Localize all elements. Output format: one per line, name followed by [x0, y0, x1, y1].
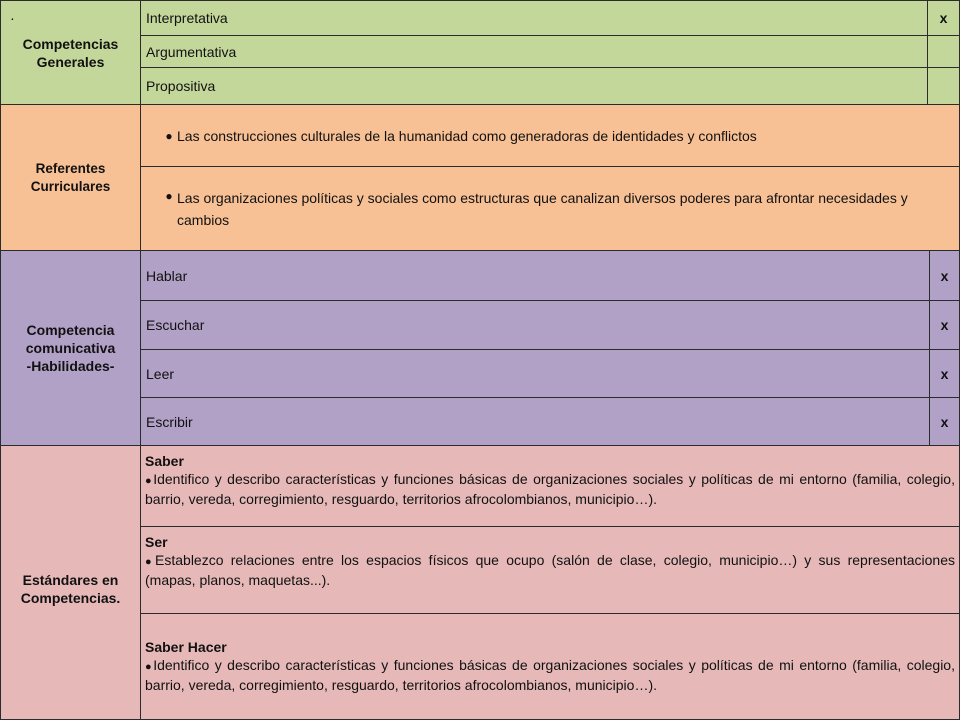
item-propositiva: Propositiva [146, 78, 216, 94]
check-mark-cell [927, 35, 960, 68]
standard-text: Establezco relaciones entre los espacios físicos que ocupo (salón de clase, colegio, municipio…) y sus representaciones (mapas, planos, maquetas...). [145, 552, 955, 588]
competencia-comunicativa-label-line-3: -Habilidades- [26, 358, 115, 374]
table-row [140, 35, 928, 68]
check-mark: x [939, 10, 948, 26]
standard-text: Identifico y describo características y funciones básicas de organizaciones sociales y políticas de mi entorno (familia, colegio, barrio, vereda, corregimiento, resguardo, territorios afrocolombianos, municipio…). [145, 471, 955, 507]
table-row [140, 67, 928, 105]
item-hablar: Hablar [146, 267, 188, 284]
table-row [140, 397, 930, 446]
stray-dot-mark: . [11, 12, 14, 23]
standard-body [145, 656, 955, 694]
competencia-comunicativa-label-cell [0, 250, 141, 446]
estandares-label-cell [0, 445, 141, 720]
referentes-curriculares-label-cell [0, 104, 141, 251]
list-item [140, 166, 960, 251]
table-row [140, 250, 930, 301]
standard-ser [140, 526, 960, 614]
check-mark-cell [927, 67, 960, 105]
table-row [140, 349, 930, 398]
check-mark: x [940, 267, 949, 284]
check-mark: x [940, 365, 949, 382]
standard-saber [140, 445, 960, 527]
list-item [140, 104, 960, 167]
referentes-curriculares-label: Referentes Curriculares [30, 160, 111, 194]
table-row [140, 300, 930, 350]
check-mark: x [940, 317, 949, 333]
check-mark: x [940, 413, 949, 430]
standard-body [145, 551, 955, 589]
standard-title: Saber [145, 453, 184, 469]
item-interpretativa: Interpretativa [146, 10, 228, 26]
estandares-label-line-1: Estándares en [22, 571, 119, 588]
table-row [140, 0, 928, 36]
item-argumentativa: Argumentativa [146, 43, 237, 60]
referente-text: Las construcciones culturales de la humanidad como generadoras de identidades y conflictos [177, 127, 757, 144]
item-escribir: Escribir [146, 413, 193, 430]
bullet-icon: ● [145, 556, 156, 568]
standard-title: Ser [145, 534, 168, 550]
referente-text: Las organizaciones políticas y sociales como estructuras que canalizan diversos poderes para afrontar necesidades y cambios [177, 189, 908, 228]
competencias-generales-label-cell [0, 0, 141, 105]
standard-title: Saber Hacer [145, 639, 227, 655]
check-mark-cell [929, 300, 960, 350]
bullet-icon: ● [165, 128, 173, 143]
item-escuchar: Escuchar [146, 317, 205, 333]
standard-saber-hacer [140, 613, 960, 720]
estandares-label-line-2: Competencias. [20, 589, 121, 606]
standard-text: Identifico y describo características y funciones básicas de organizaciones sociales y políticas de mi entorno (familia, colegio, barrio, vereda, corregimiento, resguardo, territorios afrocolombianos, municipio…). [145, 657, 955, 693]
check-mark-cell [929, 397, 960, 446]
check-mark-cell [929, 250, 960, 301]
competencia-comunicativa-label-line-1: Competencia [26, 322, 115, 338]
bullet-icon: ● [145, 661, 154, 673]
bullet-icon: ● [145, 475, 154, 487]
bullet-icon: ● [165, 188, 173, 203]
check-mark-cell [927, 0, 960, 36]
standard-body [145, 470, 955, 508]
check-mark-cell [929, 349, 960, 398]
item-leer: Leer [146, 365, 175, 382]
competencia-comunicativa-label-line-2: comunicativa [25, 340, 116, 356]
competencias-generales-label: Competencias Generales [22, 35, 119, 70]
